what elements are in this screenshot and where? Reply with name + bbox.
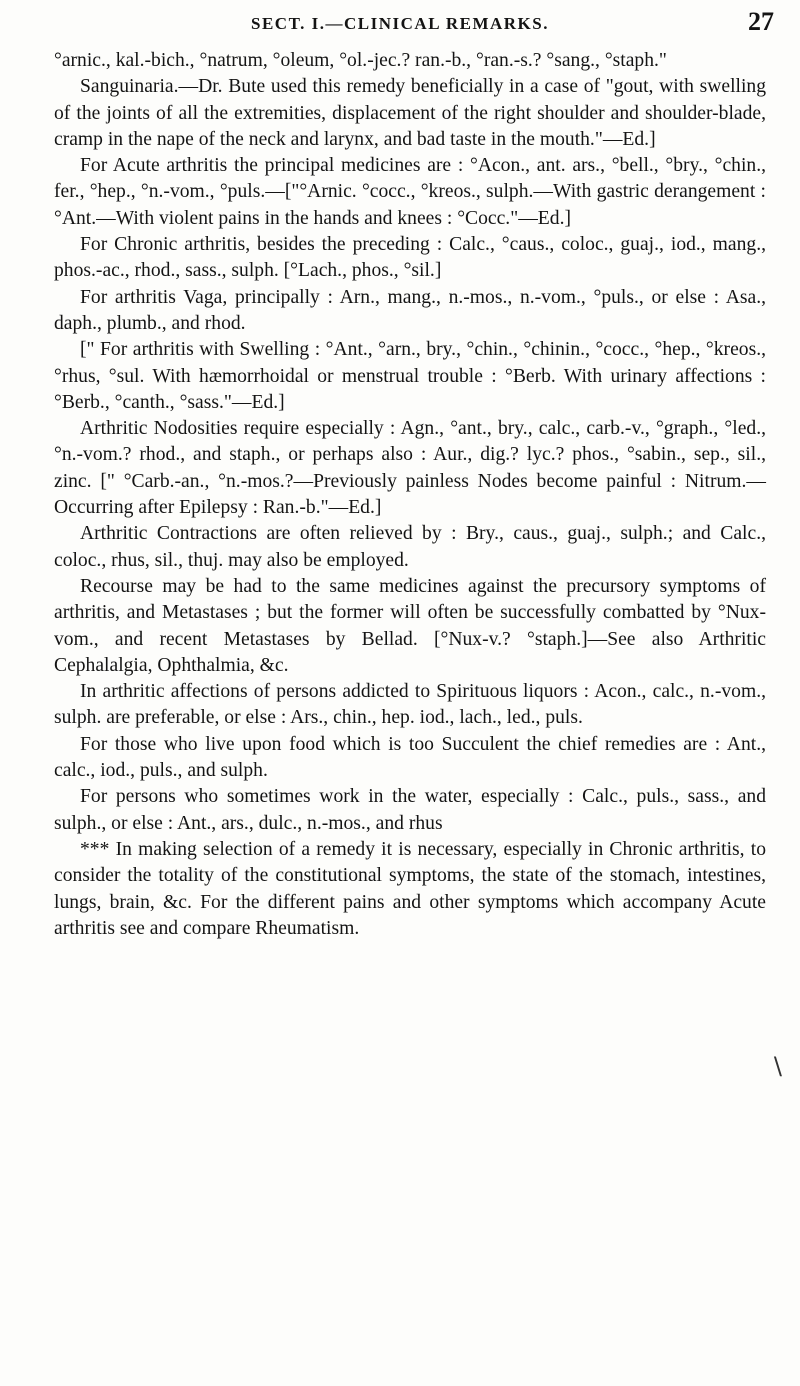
paragraph-sanguinaria bbox=[54, 74, 766, 153]
paragraph-text: Arthritic Contractions are often relieved by : Bry., caus., guaj., sulph.; and Calc., coloc., rhus, sil., thuj. may also be employed. bbox=[54, 523, 766, 571]
margin-mark-icon: \ bbox=[773, 1052, 782, 1080]
page-number: 27 bbox=[748, 7, 774, 36]
paragraph-text: For Acute arthritis the principal medicines are : °Acon., ant. ars., °bell., °bry., °chin., fer., °hep., °n.-vom., °puls.—["°Arnic. °cocc., °kreos., sulph.—With gastric derangement : °Ant.—With violent pains in the hands and knees : °Cocc."—Ed.] bbox=[54, 155, 766, 229]
paragraph-swelling bbox=[54, 337, 766, 416]
paragraph-text: °arnic., kal.-bich., °natrum, °oleum, °ol.-jec.? ran.-b., °ran.-s.? °sang., °staph." bbox=[54, 50, 667, 71]
paragraph-continuation bbox=[54, 48, 766, 74]
page-body bbox=[54, 48, 766, 942]
paragraph-text: In arthritic affections of persons addicted to Spirituous liquors : Acon., calc., n.-vom., sulph. are preferable, or else : Ars., chin., hep. iod., lach., led., puls. bbox=[54, 681, 766, 729]
paragraph-text: *** In making selection of a remedy it is necessary, especially in Chronic arthritis, to consider the totality of the constitutional symptoms, the state of the stomach, intestines, lungs, brain, &c. For the different pains and other symptoms which accompany Acute arthritis see and compare Rheumatism. bbox=[54, 838, 766, 939]
paragraph-text: For Chronic arthritis, besides the preceding : Calc., °caus., coloc., guaj., iod., mang., phos.-ac., rhod., sass., sulph. [°Lach., phos., °sil.] bbox=[54, 234, 766, 282]
paragraph-text: For persons who sometimes work in the water, especially : Calc., puls., sass., and sulph., or else : Ant., ars., dulc., n.-mos., and rhus bbox=[54, 786, 766, 834]
running-head bbox=[0, 6, 800, 40]
paragraph-chronic-arthritis bbox=[54, 232, 766, 285]
paragraph-acute-arthritis bbox=[54, 153, 766, 232]
paragraph-succulent-food bbox=[54, 732, 766, 785]
running-title: SECT. I.—CLINICAL REMARKS. bbox=[251, 14, 549, 33]
paragraph-text: Arthritic Nodosities require especially : Agn., °ant., bry., calc., carb.-v., °graph., °led., °n.-vom.? rhod., and staph., or perhaps also : Aur., dig.? lyc.? phos., °sabin., sep., sil., zinc. [" °Carb.-an., °n.-mos.?—Previously painless Nodes become painful : Nitrum.—Occurring after Epilepsy : Ran.-b."—Ed.] bbox=[54, 418, 766, 519]
paragraph-text: [" For arthritis with Swelling : °Ant., °arn., bry., °chin., °chinin., °cocc., °hep., °kreos., °rhus, °sul. With hæmorrhoidal or menstrual trouble : °Berb. With urinary affections : °Berb., °canth., °sass."—Ed.] bbox=[54, 339, 766, 413]
paragraph-selection-note bbox=[54, 837, 766, 942]
paragraph-text: For those who live upon food which is too Succulent the chief remedies are : Ant., calc., iod., puls., and sulph. bbox=[54, 733, 766, 782]
paragraph-water-work bbox=[54, 784, 766, 837]
paragraph-text: Recourse may be had to the same medicines against the precursory symptoms of arthritis, and Metastases ; but the former will often be successfully combatted by °Nux-vom., and recent Metastases by Bellad. [°Nux-v.? °staph.]—See also Arthritic Cephalalgia, Ophthalmia, &c. bbox=[54, 575, 766, 676]
paragraph-spirituous-liquors bbox=[54, 679, 766, 732]
paragraph-text: For arthritis Vaga, principally : Arn., mang., n.-mos., n.-vom., °puls., or else : Asa., daph., plumb., and rhod. bbox=[54, 286, 766, 334]
paragraph-precursory bbox=[54, 574, 766, 679]
paragraph-arthritis-vaga bbox=[54, 285, 766, 338]
paragraph-nodosities bbox=[54, 416, 766, 521]
paragraph-text: Sanguinaria.—Dr. Bute used this remedy beneficially in a case of "gout, with swelling of the joints of all the extremities, displacement of the right shoulder and shoulder-blade, cramp in the nape of the neck and larynx, and bad taste in the mouth."—Ed.] bbox=[54, 76, 766, 150]
paragraph-contractions bbox=[54, 521, 766, 574]
